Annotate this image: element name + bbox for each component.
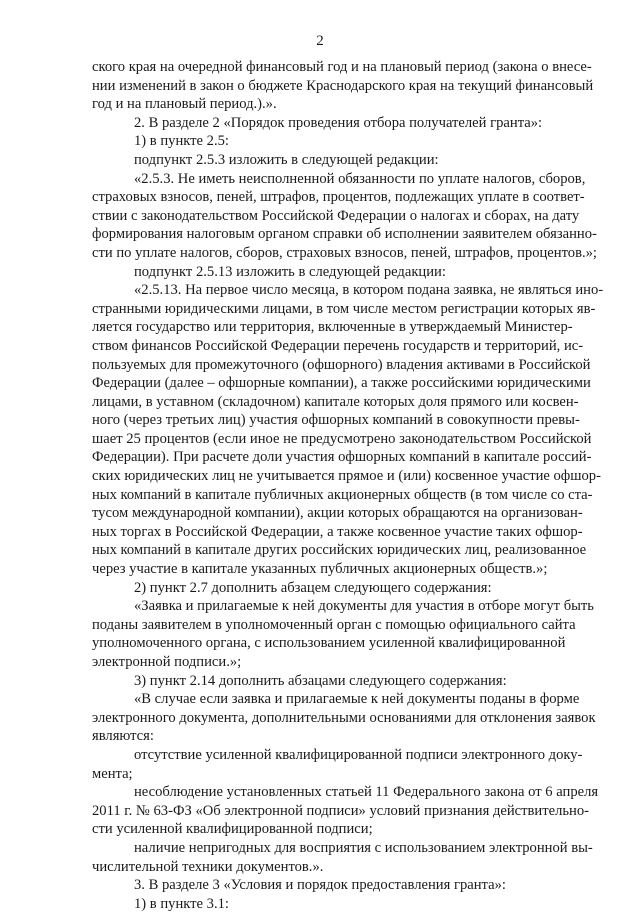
text-line: поданы заявителем в уполномоченный орган с помощью официального сайта xyxy=(92,616,576,633)
text-line: лицами, в уставном (складочном) капитале которых доля прямого или косвен- xyxy=(92,393,579,410)
text-line: «2.5.13. На первое число месяца, в котором подана заявка, не являться ино- xyxy=(134,282,604,299)
text-line: 3. В разделе 3 «Условия и порядок предоставления гранта»: xyxy=(134,877,506,894)
text-line: «Заявка и прилагаемые к ней документы для участия в отборе могут быть xyxy=(134,598,594,615)
text-line: наличие непригодных для восприятия с использованием электронной вы- xyxy=(134,839,593,856)
text-line: Федерации (далее – офшорные компании), а также российскими юридическими xyxy=(92,375,591,392)
text-line: ских юридических лиц не учитывается прямое и (или) косвенное участие офшор- xyxy=(92,468,601,485)
text-line: являются: xyxy=(92,728,154,745)
text-line: 2011 г. № 63-ФЗ «Об электронной подписи» условий признания действительно- xyxy=(92,802,589,819)
text-line: страховых взносов, пеней, штрафов, процентов, подлежащих уплате в соответ- xyxy=(92,189,585,206)
text-line: шает 25 процентов (если иное не предусмотрено законодательством Российской xyxy=(92,430,592,447)
text-line: 1) в пункте 3.1: xyxy=(134,895,229,912)
text-line: мента; xyxy=(92,765,133,782)
text-line: «2.5.3. Не иметь неисполненной обязанности по уплате налогов, сборов, xyxy=(134,170,586,187)
text-line: ных компаний в капитале других российских юридических лиц, реализованное xyxy=(92,542,587,559)
text-line: тусом международной компании), акции которых обращаются на организован- xyxy=(92,505,583,522)
text-line: электронного документа, дополнительными основаниями для отклонения заявок xyxy=(92,709,596,726)
text-line: 3) пункт 2.14 дополнить абзацами следующего содержания: xyxy=(134,672,507,689)
text-line: ных торгах в Российской Федерации, а также косвенное участие таких офшор- xyxy=(92,523,583,540)
text-line: ского края на очередной финансовый год и на плановый период (закона о внесе- xyxy=(92,59,592,75)
text-line: ством финансов Российской Федерации перечень государств и территорий, ис- xyxy=(92,337,584,354)
text-line: странными юридическими лицами, в том числе местом регистрации которых яв- xyxy=(92,300,596,317)
text-line: Федерации). При расчете доли участия офшорных компаний в капитале россий- xyxy=(92,449,592,466)
text-line: подпункт 2.5.3 изложить в следующей редакции: xyxy=(134,151,439,168)
text-line: уполномоченного органа, с использованием усиленной квалифицированной xyxy=(92,635,566,652)
text-line: 2. В разделе 2 «Порядок проведения отбора получателей гранта»: xyxy=(134,114,543,131)
text-line: числительной техники документов.». xyxy=(92,858,324,875)
text-line: сти по уплате налогов, сборов, страховых взносов, пеней, штрафов, процентов.»; xyxy=(92,244,597,261)
document-body xyxy=(92,58,612,913)
text-line: электронной подписи.»; xyxy=(92,654,242,670)
text-line: сти усиленной квалифицированной подписи; xyxy=(92,821,373,838)
text-line: ных компаний в капитале публичных акционерных обществ (в том числе со ста- xyxy=(92,486,593,503)
text-line: несоблюдение установленных статьей 11 Федерального закона от 6 апреля xyxy=(134,784,599,801)
text-line: ствии с законодательством Российской Федерации о налогах и сборах, на дату xyxy=(92,207,580,224)
text-line: «В случае если заявка и прилагаемые к ней документы поданы в форме xyxy=(134,691,580,708)
text-line: нии изменений в закон о бюджете Краснодарского края на текущий финансовый xyxy=(92,77,594,94)
text-line: пользуемых для промежуточного (офшорного) владения активами в Российской xyxy=(92,356,591,373)
text-line: подпункт 2.5.13 изложить в следующей редакции: xyxy=(134,263,446,280)
text-line: 2) пункт 2.7 дополнить абзацем следующего содержания: xyxy=(134,579,492,596)
text-line: ляется государство или территория, включенные в утверждаемый Министер- xyxy=(92,319,573,336)
text-line: 1) в пункте 2.5: xyxy=(134,133,229,150)
text-line: отсутствие усиленной квалифицированной подписи электронного доку- xyxy=(134,746,583,763)
text-line: формирования налоговым органом справки об исполнении заявителем обязанно- xyxy=(92,226,597,243)
text-line: через участие в капитале указанных публичных акционерных обществ.»; xyxy=(92,561,548,578)
text-line: ного (через третьих лиц) участия офшорных компаний в совокупности превы- xyxy=(92,412,580,429)
text-line: год и на плановый период.).». xyxy=(92,96,277,113)
page-number: 2 xyxy=(316,33,324,49)
